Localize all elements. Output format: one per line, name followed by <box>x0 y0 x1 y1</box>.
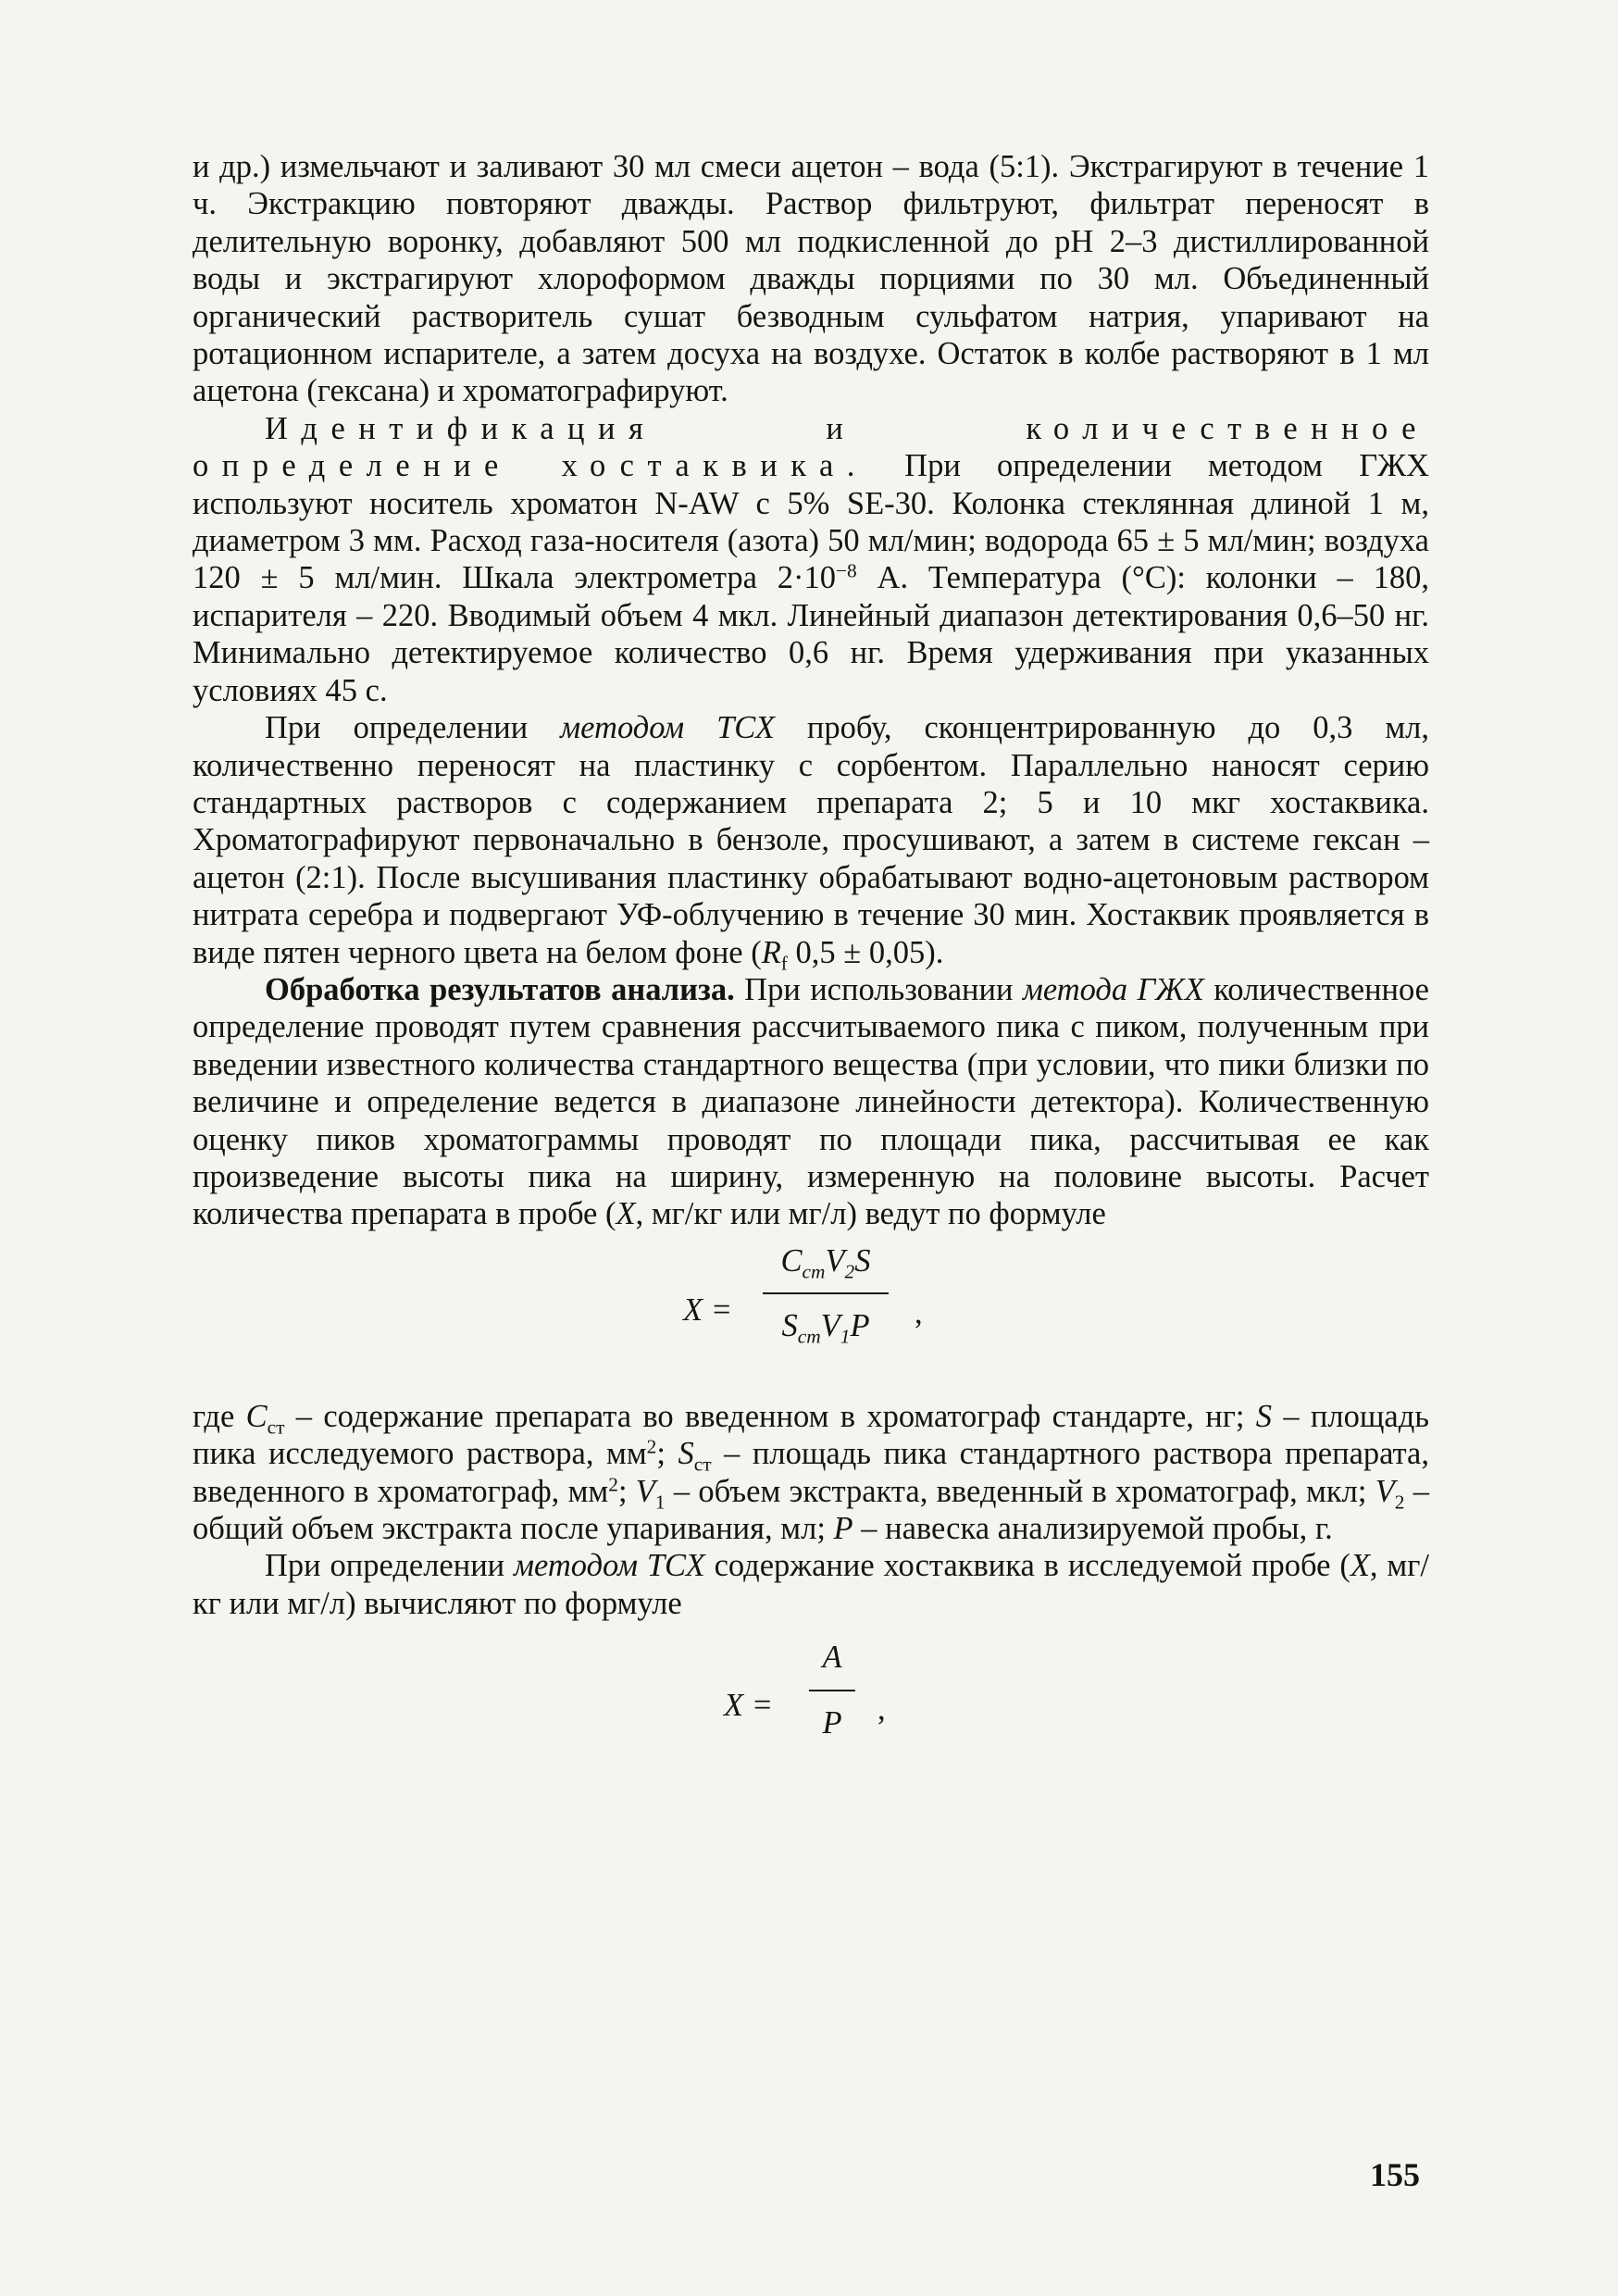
formula-tlc-comma: , <box>877 1691 886 1728</box>
paragraph-tlc-method: При определении методом ТСХ пробу, сконцентрированную до 0,3 мл, количественно переносят на пластинку с сорбентом. Параллельно наносят серию стандартных растворов с содержанием препарата 2; 5 и 10 мкг хостаквика. Хроматографируют первоначально в бензоле, просушивают, а затем в системе гексан – ацетон (2:1). После высушивания пластинку обрабатывают водно-ацетоновым раствором нитрата серебра и подвергают УФ-облучению в течение 30 мин. Хостаквик проявляется в виде пятен черного цвета на белом фоне ($R_f$ 0,5 ± 0,05). <box>193 710 1430 975</box>
paragraph-tlc-calculation: При определении методом ТСХ содержание хостаквика в исследуемой пробе (X, мг/кг или мг/л) вычисляют по формуле <box>193 1548 1429 1621</box>
formula-tlc-denominator: P <box>822 1704 842 1741</box>
paragraph-identification: Идентификация и количественное определение хостаквика. При определении методом ГЖХ используют носитель хроматон N-AW с 5% SE-30. Колонка стеклянная длиной 1 м, диаметром 3 мм. Расход газа-носителя (азота) 50 мл/мин; водорода 65 ± 5 мл/мин; воздуха 120 ± 5 мл/мин. Шкала электрометра $2\cdot 10^{-8}$ А. Температура (°С): колонки – 180, испарителя – 220. Вводимый объем 4 мкл. Линейный диапазон детектирования 0,6–50 нг. Минимально детектируемое количество 0,6 нг. Время удерживания при указанных условиях 45 с. <box>193 410 1429 708</box>
paragraph-results-processing: Обработка результатов анализа. При использовании метода ГЖХ количественное определение проводят путем сравнения рассчитываемого пика с пиком, полученным при введении известного количества стандартного вещества (при условии, что пики близки по величине и определение ведется в диапазоне линейности детектора). Количественную оценку пиков хроматограммы проводят по площади пика, рассчитывая ее как произведение высоты пика на ширину, измеренную на половине высоты. Расчет количества препарата в пробе (X, мг/кг или мг/л) ведут по формуле <box>193 971 1429 1232</box>
formula-gc-denominator: $S_{ст}V_1P$ <box>781 1308 870 1348</box>
formula-gc-numerator: $C_{ст}V_2S$ <box>780 1242 871 1283</box>
formula-gc-lhs: X = <box>683 1292 732 1328</box>
section-heading-results: Обработка результатов анализа. <box>265 971 735 1007</box>
paragraph-extraction: и др.) измельчают и заливают 30 мл смеси ацетон – вода (5:1). Экстрагируют в течение 1 ч. Экстракцию повторяют дважды. Раствор фильтруют, фильтрат переносят в делительную воронку, добавляют 500 мл подкисленной до pH 2–3 дистиллированной воды и экстрагируют хлороформом дважды порциями по 30 мл. Объединенный органический растворитель сушат безводным сульфатом натрия, упаривают на ротационном испарителе, а затем досуха на воздухе. Остаток в колбе растворяют в 1 мл ацетона (гексана) и хроматографируют. <box>193 149 1429 409</box>
section-heading-identification: Идентификация и количественное определение хостаквика. <box>193 410 1429 484</box>
formula-tlc-numerator: A <box>822 1640 842 1676</box>
formula-gc-comma: , <box>915 1294 923 1330</box>
fraction-bar <box>763 1292 889 1294</box>
formula-tlc-lhs: X = <box>724 1688 773 1724</box>
formula-tlc <box>193 1635 1429 1774</box>
paragraph-legend: где $C_{ст}$ – содержание препарата во введенном в хроматограф стандарте, нг; S – площадь пика исследуемого раствора, $мм^2$; $S_{ст}$ – площадь пика стандартного раствора препарата, введенного в хроматограф, $мм^2$; $V_1$ – объем экстракта, введенный в хроматограф, мкл; $V_2$ – общий объем экстракта после упаривания, мл; P – навеска анализируемой пробы, г. <box>193 1398 1429 1546</box>
fraction-bar <box>809 1690 855 1691</box>
page-body <box>193 148 1429 1774</box>
formula-gc-fraction <box>763 1242 889 1348</box>
formula-gc <box>193 1233 1429 1398</box>
formula-tlc-fraction <box>809 1639 855 1741</box>
page-number: 155 <box>1370 2156 1420 2193</box>
